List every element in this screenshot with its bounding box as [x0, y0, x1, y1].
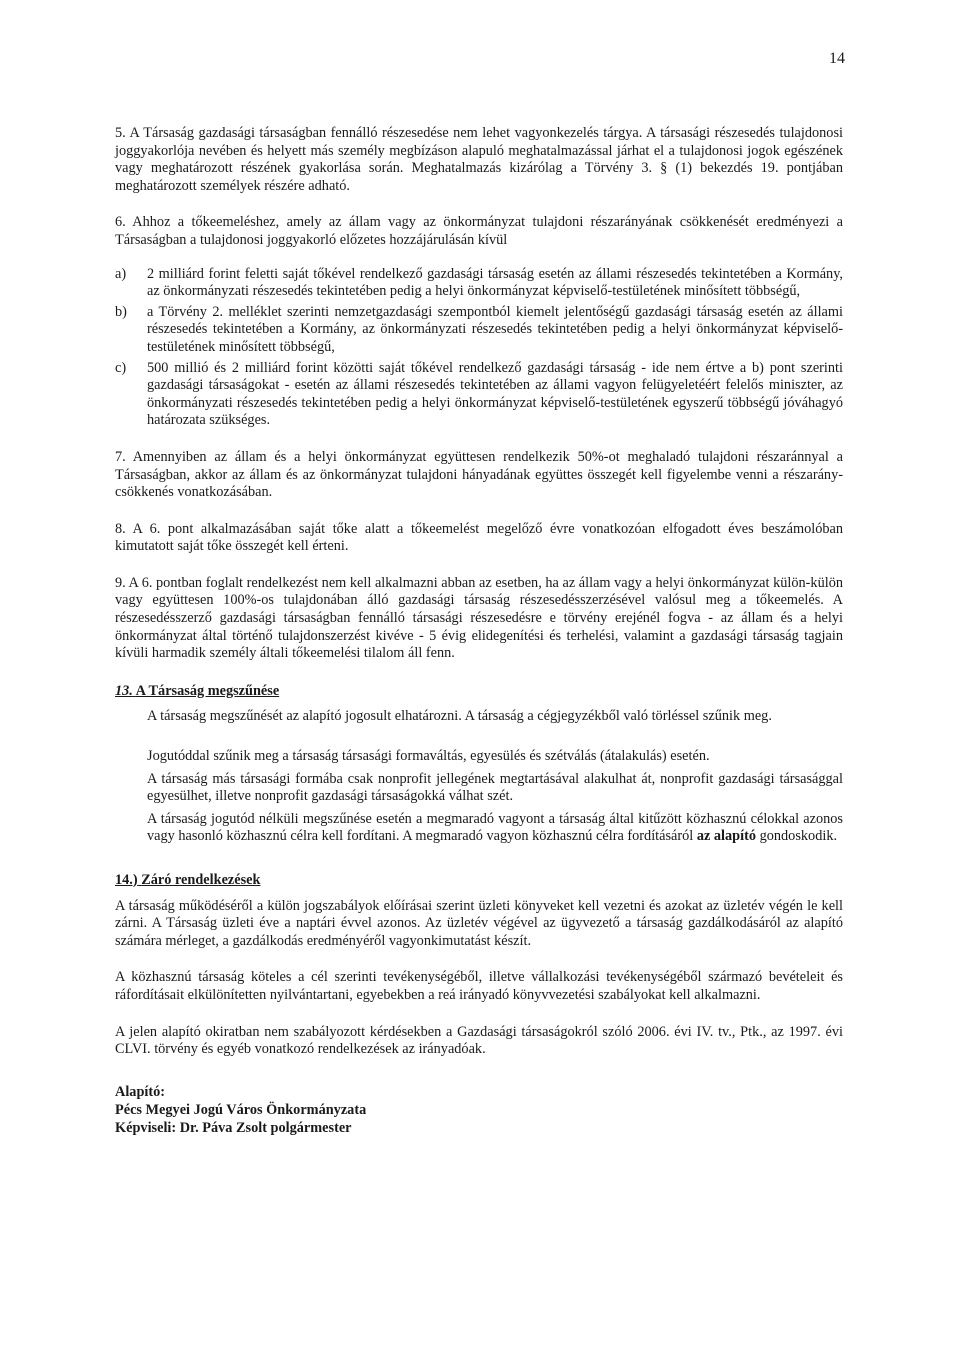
- paragraph-9: 9. A 6. pontban foglalt rendelkezést nem kell alkalmazni abban az esetben, ha az állam vagy a helyi önkormányzat külön-külön vagy együttesen 100%-os tulajdonában álló gazdasági társaság részesedésszerzésével valósul meg a tőkeemelés. A részesedésszerző gazdasági társaságban fennálló társasági részesedésre e törvény erejénél fogva - az állam és a helyi önkormányzat által történő tulajdonszerzést kivéve - 5 évig elidegenítési és terhelési, valamint a gazdasági társaság tagjain kívüli harmadik személy általi tőkeemelési tilalom áll fenn.: [115, 574, 843, 662]
- signature-organization: Pécs Megyei Jogú Város Önkormányzata: [115, 1101, 367, 1118]
- section-14-paragraph: A társaság működéséről a külön jogszabályok előírásai szerint üzleti könyveket kell vezetni és azokat az üzletév végén le kell zárni. A Társaság üzleti éve a naptári évvel azonos. Az üzletév végével az ügyvezető a társaság gazdálkodásáról az alapító számára mérleget, a gazdálkodás eredményéről vagyonkimutatást készít.: [115, 897, 843, 949]
- document-body: [115, 125, 843, 1137]
- section-14-heading: [115, 872, 843, 890]
- section-14-paragraph: A közhasznú társaság köteles a cél szerinti tevékenységéből, illetve vállalkozási tevékenységéből származó bevételeit és ráfordításait elkülönítetten nyilvántartani, egyebekben a reá irányadó könyvvezetési szabályokat kell alkalmazni.: [115, 969, 843, 1003]
- list-item: [115, 266, 843, 301]
- section-13-number: 13.: [115, 682, 133, 699]
- list-item-text: 500 millió és 2 milliárd forint közötti saját tőkével rendelkező gazdasági társaság - ide nem értve a b) pont szerinti gazdasági társaságokat - esetén az állami részesedés tekintetében az állami vagyon felügyeletéért felelős miniszter, az önkormányzati részesedés tekintetében pedig a helyi önkormányzat képviselő-testületének egyszerű többségű jóváhagyó határozata szükséges.: [147, 359, 843, 429]
- list-item-text: 2 milliárd forint feletti saját tőkével rendelkező gazdasági társaság esetén az állami részesedés tekintetében a Kormány, az önkormányzati részesedés tekintetében pedig a helyi önkormányzat képviselő-testületének minősített többségű,: [147, 265, 843, 300]
- section-13-heading: [115, 683, 843, 701]
- section-14-paragraph: A jelen alapító okiratban nem szabályozott kérdésekben a Gazdasági társaságokról szóló 2006. évi IV. tv., Ptk., az 1997. évi CLVI. törvény és egyéb vonatkozó rendelkezések az irányadóak.: [115, 1023, 843, 1058]
- page-number: 14: [829, 50, 845, 67]
- list-marker: b): [115, 303, 127, 320]
- list-item: [115, 360, 843, 430]
- section-13-last-text: A társaság jogutód nélküli megszűnése esetén a megmaradó vagyont a társaság által kitűzött közhasznú célokkal azonos vagy hasonló közhasznú célra kell fordítani. A megmaradó vagyon közhasznú célra fordításáról: [147, 810, 843, 845]
- section-13-paragraph: A társaság más társasági formába csak nonprofit jellegének megtartásával alakulhat át, nonprofit gazdasági társasággal egyesülhet, illetve nonprofit gazdasági társaságokká válhat szét.: [147, 770, 843, 805]
- section-13-paragraph: Jogutóddal szűnik meg a társaság társasági formaváltás, egyesülés és szétválás (átalakulás) esetén.: [147, 748, 710, 765]
- list-item: [115, 304, 843, 357]
- section-13-body: [115, 708, 843, 846]
- paragraph-8: 8. A 6. pont alkalmazásában saját tőke alatt a tőkeemelést megelőző évre vonatkozóan elfogadott éves beszámolóban kimutatott saját tőke összegét kell érteni.: [115, 520, 843, 555]
- section-14-title: Záró rendelkezések: [141, 872, 261, 888]
- section-14-number: 14.): [115, 872, 138, 888]
- section-13-paragraph: [147, 811, 843, 846]
- signature-representative: Képviseli: Dr. Páva Zsolt polgármester: [115, 1119, 352, 1136]
- paragraph-5: 5. A Társaság gazdasági társaságban fennálló részesedése nem lehet vagyonkezelés tárgya. A társasági részesedés tulajdonosi joggyakorlója nevében és helyett más személy megbízáson alapuló meghatalmazással járhat el a tulajdonosi jogok egészének vagy meghatározott részének gyakorlása során. Meghatalmazás kizárólag a Törvény 3. § (1) bekezdés 19. pontjában meghatározott személyek részére adható.: [115, 125, 843, 194]
- section-13-paragraph: A társaság megszűnését az alapító jogosult elhatározni. A társaság a cégjegyzékből való törléssel szűnik meg.: [147, 708, 772, 725]
- paragraph-6-list: [115, 266, 843, 430]
- list-marker: c): [115, 359, 127, 376]
- signature-block: [115, 1083, 843, 1137]
- list-marker: a): [115, 265, 127, 282]
- list-item-text: a Törvény 2. melléklet szerinti nemzetgazdasági szempontból kiemelt jelentőségű gazdasági társaság esetén az állami részesedés tekintetében a Kormány, az önkormányzati részesedés tekintetében pedig a helyi önkormányzat képviselő-testületének minősített többségű,: [147, 303, 843, 355]
- section-13-last-end: gondoskodik.: [756, 828, 838, 845]
- paragraph-6: 6. Ahhoz a tőkeemeléshez, amely az állam vagy az önkormányzat tulajdoni részarányának csökkenését eredményezi a Társaságban a tulajdonosi joggyakorló előzetes hozzájárulásán kívül: [115, 214, 843, 248]
- section-13-last-bold: az alapító: [696, 828, 757, 845]
- paragraph-7: 7. Amennyiben az állam és a helyi önkormányzat együttesen rendelkezik 50%-ot meghaladó tulajdoni részaránnyal a Társaságban, akkor az állam és az önkormányzat tulajdoni hányadának együttes összegét kell figyelembe venni a részarány-csökkenés vonatkozásában.: [115, 448, 843, 501]
- section-13-title: A Társaság megszűnése: [135, 682, 280, 699]
- signature-label: Alapító:: [115, 1083, 166, 1100]
